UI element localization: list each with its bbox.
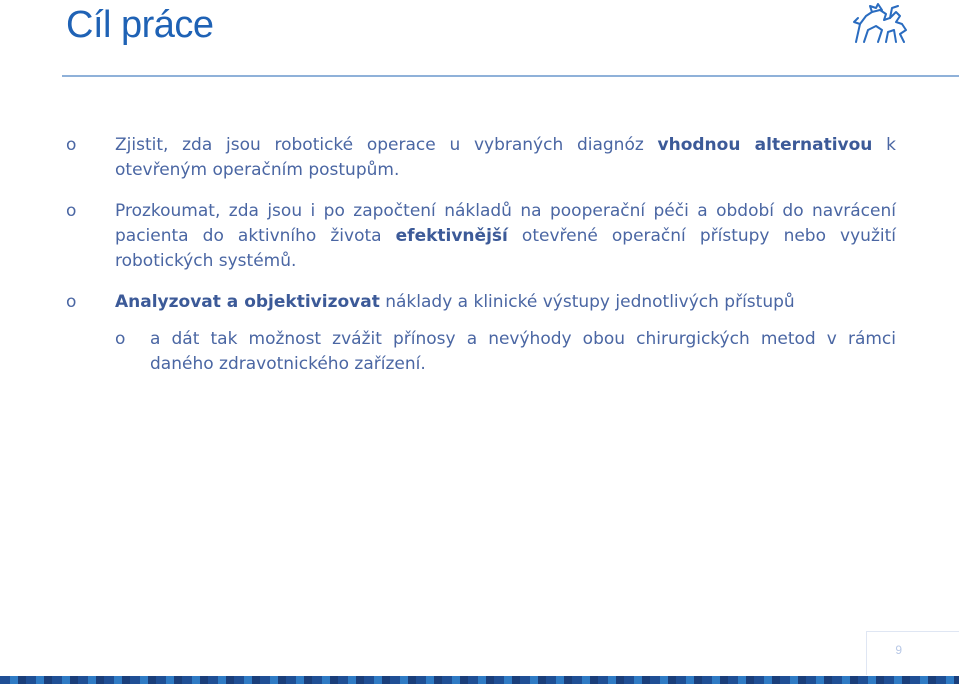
bullet-marker: o: [66, 292, 77, 312]
bullet-marker: o: [66, 135, 77, 155]
list-item-text: Prozkoumat, zda jsou i po započtení nákladů na pooperační péči a období do navrácení pacienta do aktivního života efektivnější otevřené operační přístupy nebo využití robotických systémů.: [115, 201, 896, 271]
bullet-marker: o: [66, 201, 77, 221]
list-item-text: Analyzovat a objektivizovat náklady a klinické výstupy jednotlivých přístupů: [115, 292, 795, 312]
footer-bar: [0, 676, 959, 684]
emphasis: efektivnější: [395, 226, 508, 246]
page-number: 9: [895, 643, 902, 657]
bullet-marker: o: [115, 329, 126, 349]
list-item-text: Zjistit, zda jsou robotické operace u vybraných diagnóz vhodnou alternativou k otevřeným operačním postupům.: [115, 135, 896, 180]
sub-list-item: [66, 327, 896, 377]
slide-title: Cíl práce: [66, 4, 214, 46]
title-divider: [62, 75, 959, 77]
sub-list-item-text: a dát tak možnost zvážit přínosy a nevýhody obou chirurgických metod v rámci daného zdravotnického zařízení.: [150, 329, 896, 374]
list-item: [66, 133, 896, 183]
list-item: [66, 199, 896, 274]
bullet-list: [66, 133, 896, 377]
emphasis: vhodnou alternativou: [657, 135, 873, 155]
page-number-frame: [866, 631, 959, 675]
emphasis: Analyzovat a objektivizovat: [115, 292, 380, 312]
list-item: [66, 290, 896, 315]
lion-crest-logo-icon: [850, 2, 912, 50]
